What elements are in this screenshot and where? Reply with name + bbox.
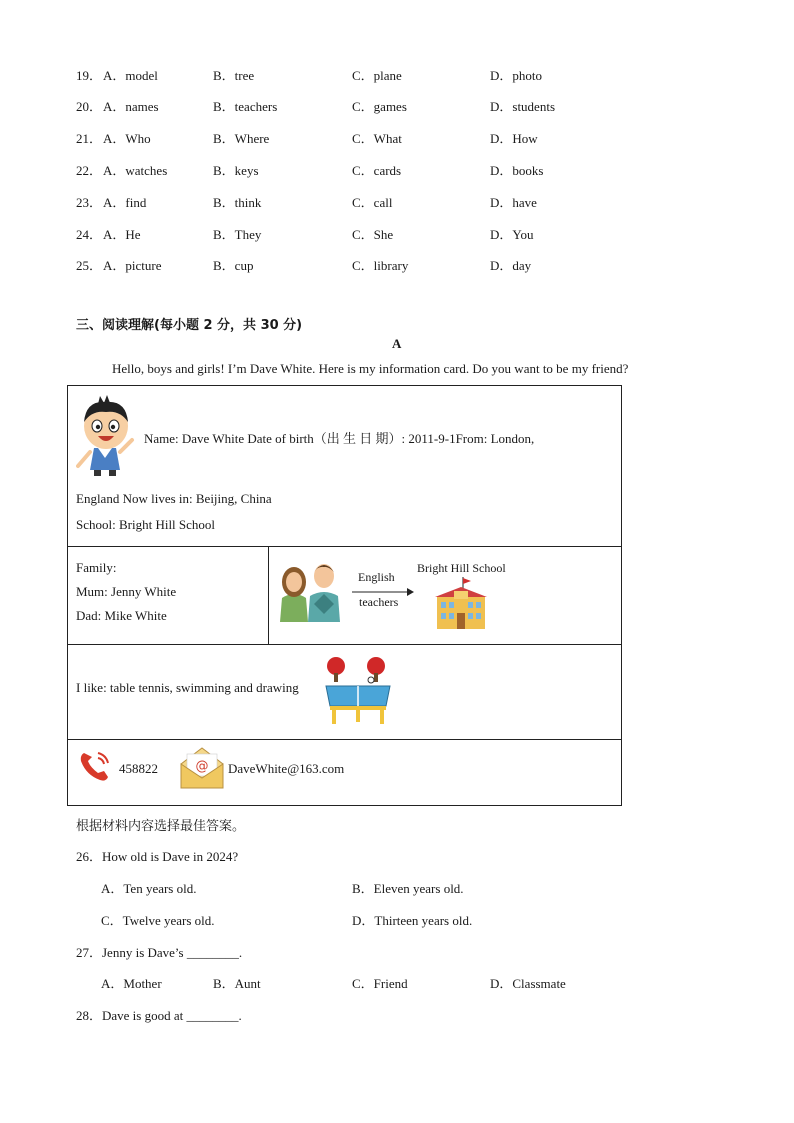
option-b: B．teachers xyxy=(213,99,278,114)
option-c: C．plane xyxy=(352,68,402,83)
question-number: 25． xyxy=(76,258,103,273)
likes-text: I like: table tennis, swimming and drawing xyxy=(76,680,299,695)
option-a: A．He xyxy=(103,227,141,242)
option-a: A．names xyxy=(103,99,159,114)
svg-text:@: @ xyxy=(195,759,209,774)
option-c: C．call xyxy=(352,195,393,210)
parents-icon xyxy=(278,554,342,622)
divider xyxy=(68,739,621,740)
question-number: 23． xyxy=(76,195,103,210)
q26-option-a: A．Ten years old. xyxy=(101,881,197,896)
q26-option-c: C．Twelve years old. xyxy=(101,913,215,928)
arrow-label-top: English xyxy=(358,570,395,584)
q26-option-d: D．Thirteen years old. xyxy=(352,913,473,928)
q27-option-a: A．Mother xyxy=(101,976,162,991)
divider xyxy=(68,546,621,547)
information-card xyxy=(67,385,622,806)
boy-avatar-icon xyxy=(76,394,136,476)
option-c: C．What xyxy=(352,131,402,146)
school-name: Bright Hill School xyxy=(417,561,506,575)
card-info-line-1: Name: Dave White Date of birth（出 生 日 期）: 2011-9-1From: London, xyxy=(144,431,535,446)
phone-icon xyxy=(78,749,114,783)
option-c: C．library xyxy=(352,258,409,273)
option-a: A．watches xyxy=(103,163,168,178)
question-28: 28．Dave is good at ________. xyxy=(76,1008,242,1023)
table-tennis-icon xyxy=(324,656,392,726)
question-number: 24． xyxy=(76,227,103,242)
option-d: D．books xyxy=(490,163,544,178)
option-d: D．students xyxy=(490,99,556,114)
option-d: D．You xyxy=(490,227,534,242)
envelope-email-icon xyxy=(179,746,225,790)
question-26: 26．How old is Dave in 2024? xyxy=(76,849,239,864)
question-number: 19． xyxy=(76,68,103,83)
option-a: A．picture xyxy=(103,258,162,273)
option-b: B．think xyxy=(213,195,262,210)
family-dad: Dad: Mike White xyxy=(76,608,167,623)
card-info-line-3: School: Bright Hill School xyxy=(76,517,216,532)
arrow-label-bottom: teachers xyxy=(359,595,399,609)
option-d: D．photo xyxy=(490,68,543,83)
option-c: C．She xyxy=(352,227,394,242)
passage-intro: Hello, boys and girls! I’m Dave White. Here is my information card. Do you want to be my friend? xyxy=(112,361,629,376)
option-b: B．cup xyxy=(213,258,254,273)
q27-option-b: B．Aunt xyxy=(213,976,261,991)
option-d: D．have xyxy=(490,195,537,210)
option-b: B．They xyxy=(213,227,262,242)
option-b: B．keys xyxy=(213,163,259,178)
instruction-text: 根据材料内容选择最佳答案。 xyxy=(76,819,246,834)
phone-number: 458822 xyxy=(119,761,158,776)
question-number: 22． xyxy=(76,163,103,178)
divider xyxy=(68,644,621,645)
option-c: C．cards xyxy=(352,163,402,178)
option-d: D．day xyxy=(490,258,532,273)
option-a: A．Who xyxy=(103,131,151,146)
question-number: 21． xyxy=(76,131,103,146)
family-label: Family: xyxy=(76,560,117,575)
option-a: A．find xyxy=(103,195,147,210)
school-building-icon xyxy=(433,577,489,629)
option-d: D．How xyxy=(490,131,538,146)
q27-option-d: D．Classmate xyxy=(490,976,566,991)
option-b: B．Where xyxy=(213,131,270,146)
passage-label: A xyxy=(392,336,402,351)
question-number: 20． xyxy=(76,99,103,114)
card-info-line-2: England Now lives in: Beijing, China xyxy=(76,491,272,506)
option-a: A．model xyxy=(103,68,158,83)
section-title: 三、阅读理解(每小题 2 分，共 30 分) xyxy=(76,318,303,333)
divider xyxy=(268,546,269,644)
q26-option-b: B．Eleven years old. xyxy=(352,881,464,896)
option-b: B．tree xyxy=(213,68,255,83)
option-c: C．games xyxy=(352,99,407,114)
email-address: DaveWhite@163.com xyxy=(228,761,345,776)
family-mum: Mum: Jenny White xyxy=(76,584,177,599)
q27-option-c: C．Friend xyxy=(352,976,408,991)
question-27: 27．Jenny is Dave’s ________. xyxy=(76,945,243,960)
